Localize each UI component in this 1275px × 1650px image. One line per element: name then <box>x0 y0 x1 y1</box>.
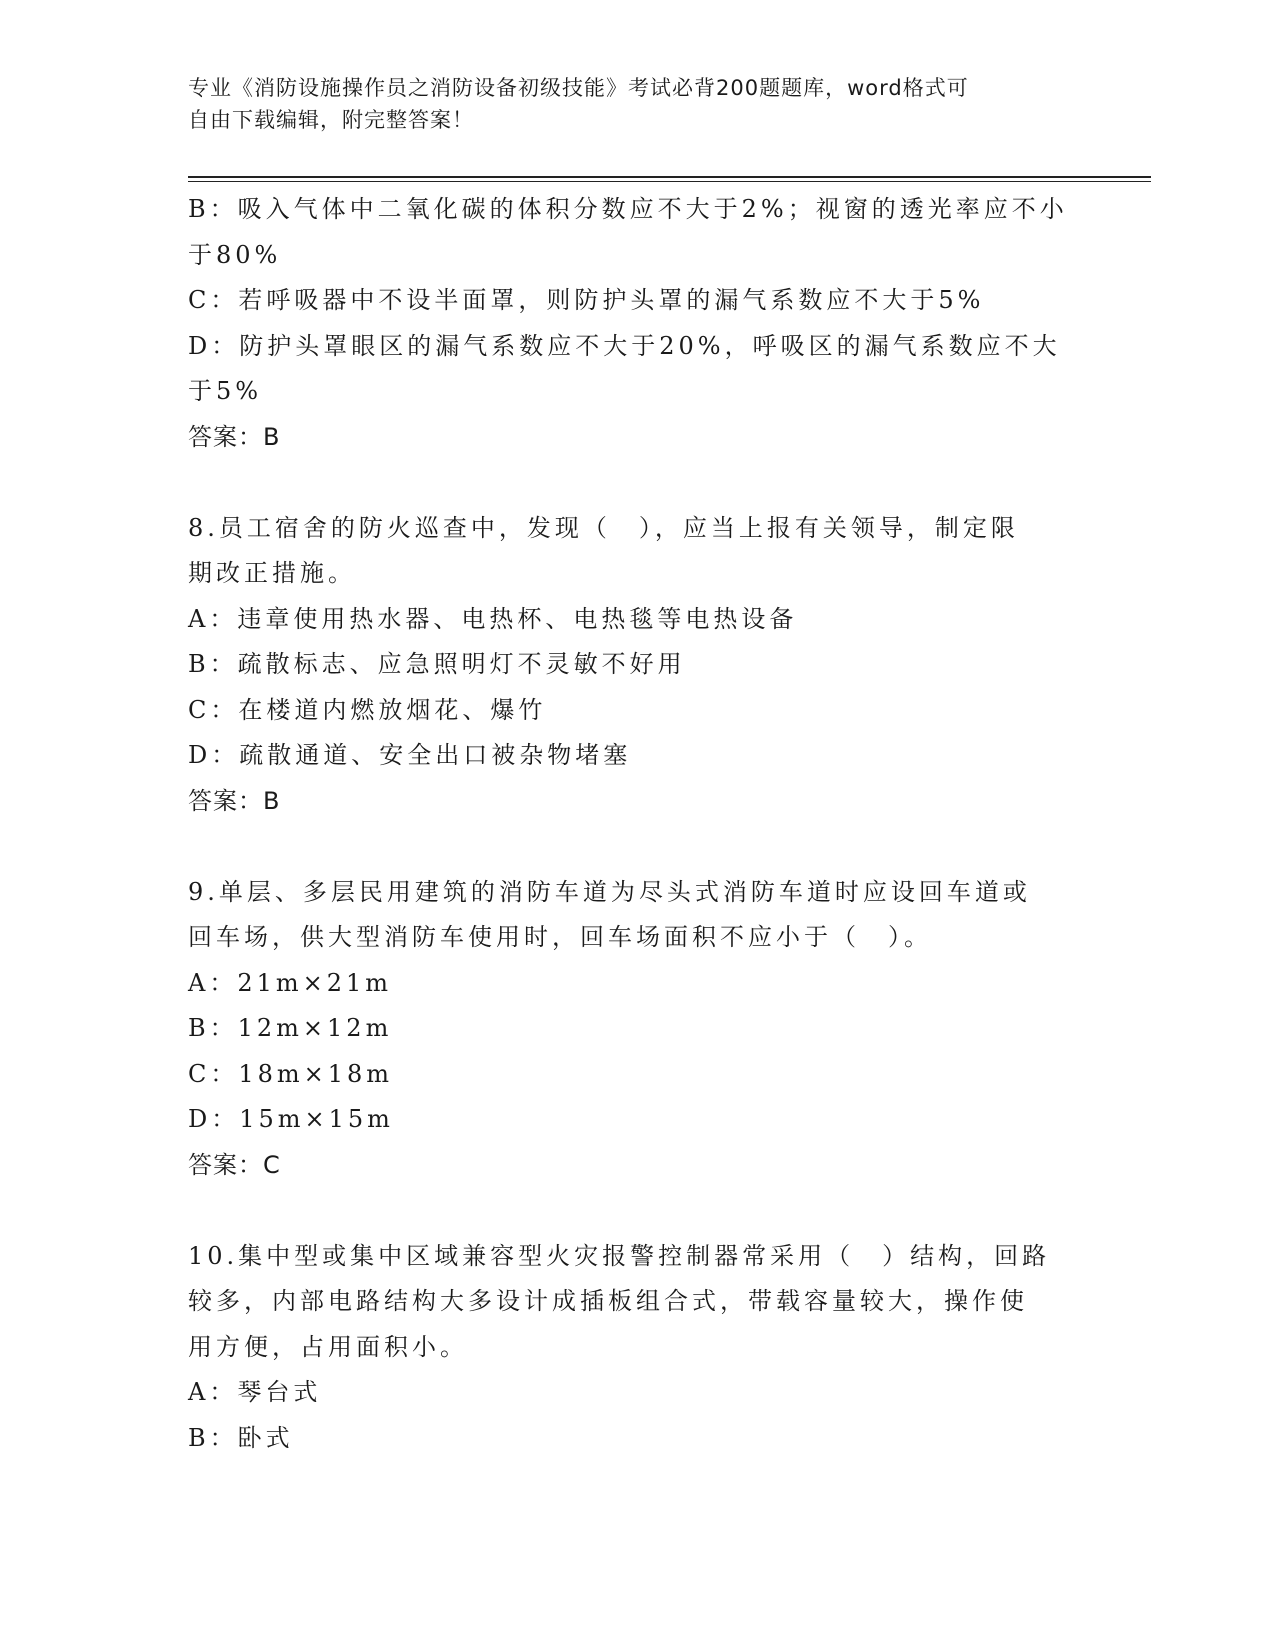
question-8 <box>188 506 1088 825</box>
answer: 答案：B <box>188 422 281 451</box>
option-d-continued: 于5% <box>188 377 263 405</box>
answer: 答案：C <box>188 1150 281 1179</box>
option-b: B：吸入气体中二氧化碳的体积分数应不大于2%；视窗的透光率应不小 <box>188 195 1068 223</box>
option-b: B：12m×12m <box>188 1014 393 1042</box>
question-stem: 10.集中型或集中区域兼容型火灾报警控制器常采用（ ）结构，回路 <box>188 1241 1051 1270</box>
option-d: D：15m×15m <box>188 1105 394 1133</box>
option-a: A：琴台式 <box>188 1378 322 1406</box>
option-a: A：21m×21m <box>188 968 393 997</box>
option-c: C：在楼道内燃放烟花、爆竹 <box>188 695 547 724</box>
header-title-line-2: 自由下载编辑，附完整答案！ <box>188 108 474 132</box>
option-b: B：卧式 <box>188 1423 294 1452</box>
header-divider <box>188 176 1151 182</box>
question-stem: 8.员工宿舍的防火巡查中，发现（ ），应当上报有关领导，制定限 <box>188 513 1019 542</box>
question-stem-continued: 回车场，供大型消防车使用时，回车场面积不应小于（ ）。 <box>188 923 932 951</box>
question-stem: 9.单层、多层民用建筑的消防车道为尽头式消防车道时应设回车道或 <box>188 877 1031 906</box>
question-stem-continued: 用方便，占用面积小。 <box>188 1332 468 1361</box>
document-header <box>188 72 1088 136</box>
question-list <box>188 187 1088 1461</box>
question-9 <box>188 870 1088 1189</box>
option-d: D：疏散通道、安全出口被杂物堵塞 <box>188 741 632 769</box>
option-d: D：防护头罩眼区的漏气系数应不大于20%，呼吸区的漏气系数应不大 <box>188 331 1061 360</box>
question-7 <box>188 187 1088 460</box>
spacer <box>188 460 1088 506</box>
spacer <box>188 824 1088 870</box>
header-title-line-1: 专业《消防设施操作员之消防设备初级技能》考试必背200题题库，word格式可 <box>188 76 969 100</box>
option-b: B：疏散标志、应急照明灯不灵敏不好用 <box>188 650 686 678</box>
option-c: C：若呼吸器中不设半面罩，则防护头罩的漏气系数应不大于5% <box>188 286 985 314</box>
question-stem-continued: 期改正措施。 <box>188 559 356 587</box>
answer: 答案：B <box>188 786 281 815</box>
option-a: A：违章使用热水器、电热杯、电热毯等电热设备 <box>188 604 798 633</box>
question-stem-continued: 较多，内部电路结构大多设计成插板组合式，带载容量较大，操作使 <box>188 1287 1028 1315</box>
question-10 <box>188 1234 1088 1462</box>
option-b-continued: 于80% <box>188 240 282 269</box>
option-c: C：18m×18m <box>188 1059 394 1088</box>
spacer <box>188 1188 1088 1234</box>
